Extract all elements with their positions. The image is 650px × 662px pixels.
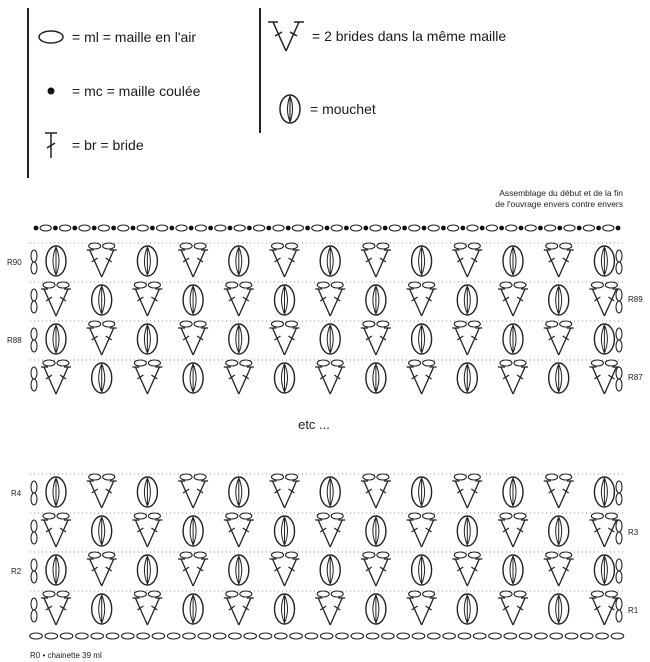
- v-stitch: [452, 321, 482, 355]
- bobble-stitch: [457, 594, 477, 624]
- v-stitch: [452, 474, 482, 508]
- etc-label: etc ...: [298, 417, 330, 432]
- bobble-stitch: [549, 363, 569, 393]
- bobble-stitch: [183, 594, 203, 624]
- v-stitch: [498, 513, 528, 547]
- chain-oval: [443, 633, 456, 639]
- assembly-note-line2: de l'ouvrage envers contre envers: [495, 199, 623, 209]
- slip-dot: [72, 226, 77, 231]
- bobble-stitch: [92, 516, 112, 546]
- edge-chain-right: [616, 367, 622, 391]
- v-stitch: [315, 513, 345, 547]
- v-stitch: [224, 591, 254, 625]
- slip-dot: [286, 226, 291, 231]
- row-label-top-left-0: R90: [7, 258, 22, 267]
- bride-icon: [36, 130, 66, 160]
- bobble-stitch: [320, 324, 340, 354]
- bobble-stitch: [457, 285, 477, 315]
- chain-oval: [76, 633, 89, 639]
- v-stitch: [315, 282, 345, 316]
- chain-oval: [305, 633, 318, 639]
- chain-oval: [397, 633, 410, 639]
- chain-oval: [195, 225, 206, 231]
- chain-oval: [603, 225, 614, 231]
- legend-mid-divider: [259, 8, 261, 133]
- chain-oval: [519, 633, 532, 639]
- chain-oval: [106, 633, 119, 639]
- chain-oval: [244, 633, 257, 639]
- bobble-stitch: [320, 477, 340, 507]
- chain-oval: [198, 633, 211, 639]
- v-stitch: [132, 282, 162, 316]
- row-label-bottom-left-0: R4: [11, 489, 22, 498]
- v-stitch: [544, 474, 574, 508]
- slip-dot: [150, 226, 155, 231]
- chain-oval: [137, 225, 148, 231]
- bobble-stitch: [92, 363, 112, 393]
- slip-dot: [402, 226, 407, 231]
- chain-oval: [275, 633, 288, 639]
- chain-oval: [389, 225, 400, 231]
- v-stitch: [41, 591, 71, 625]
- chain-oval: [176, 225, 187, 231]
- bobble-stitch: [137, 477, 157, 507]
- bobble-stitch: [92, 594, 112, 624]
- v-stitch: [132, 360, 162, 394]
- v-stitch: [544, 243, 574, 277]
- slip-dot: [266, 226, 271, 231]
- v-stitch: [589, 282, 619, 316]
- chain-oval: [473, 633, 486, 639]
- chain-oval: [366, 633, 379, 639]
- v-stitch: [41, 282, 71, 316]
- chain-oval: [525, 225, 536, 231]
- bobble-stitch: [229, 246, 249, 276]
- bobble-stitch: [229, 324, 249, 354]
- oval-chain-icon: [36, 22, 66, 52]
- legend-item-2br: [266, 18, 506, 54]
- legend-item-mc: [36, 76, 200, 106]
- v-stitch: [315, 591, 345, 625]
- chain-oval: [382, 633, 395, 639]
- assembly-note-line1: Assemblage du début et de la fin: [499, 188, 623, 198]
- chain-oval: [45, 633, 58, 639]
- row-label-top-right-0: R89: [628, 295, 643, 304]
- chain-oval: [581, 633, 594, 639]
- chain-oval: [254, 225, 265, 231]
- slip-dot: [480, 226, 485, 231]
- slip-dot: [53, 226, 58, 231]
- bobble-stitch: [229, 477, 249, 507]
- chain-oval: [351, 633, 364, 639]
- chain-oval: [157, 225, 168, 231]
- edge-chain-left: [31, 559, 37, 583]
- bobble-stitch: [320, 555, 340, 585]
- bobble-icon: [276, 92, 304, 126]
- r0-label: R0 • chainette 39 ml: [30, 651, 102, 660]
- slip-dot: [325, 226, 330, 231]
- legend-item-mouchet: [276, 92, 376, 126]
- v-stitch: [41, 360, 71, 394]
- bobble-stitch: [92, 285, 112, 315]
- bobble-stitch: [549, 285, 569, 315]
- slip-dot: [577, 226, 582, 231]
- chain-oval: [564, 225, 575, 231]
- bobble-stitch: [594, 324, 614, 354]
- bobble-stitch: [549, 594, 569, 624]
- chain-oval: [292, 225, 303, 231]
- v-stitch: [407, 591, 437, 625]
- v-stitch: [498, 591, 528, 625]
- bobble-stitch: [549, 516, 569, 546]
- chain-oval: [351, 225, 362, 231]
- v-stitch: [224, 513, 254, 547]
- v-stitch: [589, 513, 619, 547]
- chain-oval: [545, 225, 556, 231]
- bobble-stitch: [457, 516, 477, 546]
- bobble-stitch: [503, 555, 523, 585]
- v-stitch: [87, 474, 117, 508]
- chain-oval: [30, 633, 43, 639]
- chain-oval: [467, 225, 478, 231]
- chain-oval: [412, 633, 425, 639]
- slip-dot: [189, 226, 194, 231]
- legend: [0, 0, 650, 185]
- chain-oval: [60, 633, 73, 639]
- v-stitch: [224, 360, 254, 394]
- v-stitch: [224, 282, 254, 316]
- chain-oval: [259, 633, 272, 639]
- edge-chain-left: [31, 367, 37, 391]
- bobble-stitch: [275, 516, 295, 546]
- crochet-chart: [0, 180, 650, 662]
- v-stitch: [544, 321, 574, 355]
- legend-label-2br: = 2 brides dans la même maille: [312, 28, 507, 44]
- slip-dot: [34, 226, 39, 231]
- v-stitch: [407, 360, 437, 394]
- v-stitch: [589, 360, 619, 394]
- row-label-top-left-1: R88: [7, 336, 22, 345]
- v-stitch: [178, 552, 208, 586]
- chain-oval: [504, 633, 517, 639]
- chain-oval: [273, 225, 284, 231]
- legend-label-mc: = mc = maille coulée: [72, 83, 201, 99]
- chain-oval: [583, 225, 594, 231]
- slip-dot: [422, 226, 427, 231]
- bobble-stitch: [320, 246, 340, 276]
- chain-oval: [448, 225, 459, 231]
- chain-oval: [565, 633, 578, 639]
- bobble-stitch: [594, 477, 614, 507]
- chain-oval: [370, 225, 381, 231]
- v-stitch: [270, 552, 300, 586]
- slip-dot: [228, 226, 233, 231]
- row-label-top-right-1: R87: [628, 373, 643, 382]
- chain-oval: [486, 225, 497, 231]
- chain-oval: [550, 633, 563, 639]
- slip-dot: [111, 226, 116, 231]
- v-stitch: [407, 513, 437, 547]
- v-stitch: [178, 321, 208, 355]
- chain-oval: [122, 633, 135, 639]
- edge-chain-right: [616, 520, 622, 544]
- legend-left-divider: [27, 8, 29, 178]
- bobble-stitch: [366, 285, 386, 315]
- row-label-bottom-right-1: R1: [628, 606, 639, 615]
- chain-oval: [535, 633, 548, 639]
- v-stitch: [498, 360, 528, 394]
- v-stitch: [178, 474, 208, 508]
- v-stitch: [41, 513, 71, 547]
- chain-oval: [91, 633, 104, 639]
- bobble-stitch: [183, 285, 203, 315]
- chain-oval: [596, 633, 609, 639]
- slip-dot: [499, 226, 504, 231]
- chain-oval: [40, 225, 51, 231]
- slip-dot: [616, 226, 621, 231]
- legend-label-br: = br = bride: [72, 137, 144, 153]
- v-stitch: [132, 513, 162, 547]
- v-stitch: [132, 591, 162, 625]
- row-label-bottom-left-1: R2: [11, 567, 22, 576]
- slip-dot: [131, 226, 136, 231]
- v-stitch: [407, 282, 437, 316]
- chain-oval: [215, 225, 226, 231]
- bobble-stitch: [366, 516, 386, 546]
- bobble-stitch: [46, 246, 66, 276]
- v-stitch: [87, 243, 117, 277]
- legend-item-ml: [36, 22, 196, 52]
- chain-oval: [79, 225, 90, 231]
- legend-label-mouchet: = mouchet: [310, 101, 376, 117]
- bobble-stitch: [46, 324, 66, 354]
- bobble-stitch: [503, 246, 523, 276]
- legend-label-ml: = ml = maille en l'air: [72, 29, 197, 45]
- edge-chain-left: [31, 289, 37, 313]
- v-stitch-icon: [266, 18, 306, 54]
- chain-oval: [331, 225, 342, 231]
- bobble-stitch: [503, 477, 523, 507]
- v-stitch: [589, 591, 619, 625]
- slip-dot: [305, 226, 310, 231]
- chain-oval: [229, 633, 242, 639]
- slip-dot: [383, 226, 388, 231]
- chain-oval: [506, 225, 517, 231]
- v-stitch: [315, 360, 345, 394]
- slip-dot: [344, 226, 349, 231]
- slip-dot: [596, 226, 601, 231]
- bobble-stitch: [183, 363, 203, 393]
- bobble-stitch: [46, 477, 66, 507]
- v-stitch: [87, 321, 117, 355]
- chain-oval: [428, 633, 441, 639]
- chain-oval: [320, 633, 333, 639]
- chain-oval: [118, 225, 129, 231]
- slip-dot: [169, 226, 174, 231]
- chain-oval: [458, 633, 471, 639]
- v-stitch: [361, 243, 391, 277]
- bobble-stitch: [457, 363, 477, 393]
- v-stitch: [544, 552, 574, 586]
- edge-chain-left: [31, 598, 37, 622]
- chain-oval: [312, 225, 323, 231]
- edge-chain-right: [616, 289, 622, 313]
- slip-dot: [460, 226, 465, 231]
- bobble-stitch: [412, 324, 432, 354]
- slip-dot: [247, 226, 252, 231]
- v-stitch: [452, 552, 482, 586]
- bobble-stitch: [366, 363, 386, 393]
- chain-oval: [489, 633, 502, 639]
- bobble-stitch: [46, 555, 66, 585]
- chain-oval: [234, 225, 245, 231]
- bobble-stitch: [137, 555, 157, 585]
- chain-oval: [98, 225, 109, 231]
- edge-chain-right: [616, 481, 622, 505]
- edge-chain-right: [616, 598, 622, 622]
- slip-dot: [208, 226, 213, 231]
- chain-oval: [137, 633, 150, 639]
- bobble-stitch: [275, 594, 295, 624]
- bobble-stitch: [503, 324, 523, 354]
- chain-oval: [336, 633, 349, 639]
- edge-chain-left: [31, 250, 37, 274]
- bobble-stitch: [229, 555, 249, 585]
- slip-dot: [538, 226, 543, 231]
- v-stitch: [270, 474, 300, 508]
- bobble-stitch: [412, 246, 432, 276]
- row-label-bottom-right-0: R3: [628, 528, 639, 537]
- slip-dot: [441, 226, 446, 231]
- chain-oval: [213, 633, 226, 639]
- v-stitch: [361, 321, 391, 355]
- edge-chain-left: [31, 481, 37, 505]
- v-stitch: [270, 243, 300, 277]
- bobble-stitch: [412, 477, 432, 507]
- chain-oval: [60, 225, 71, 231]
- dot-slip-icon: [36, 76, 66, 106]
- chain-oval: [167, 633, 180, 639]
- v-stitch: [361, 552, 391, 586]
- bobble-stitch: [594, 555, 614, 585]
- chain-oval: [290, 633, 303, 639]
- bobble-stitch: [412, 555, 432, 585]
- chain-oval: [611, 633, 624, 639]
- bobble-stitch: [594, 246, 614, 276]
- bobble-stitch: [137, 246, 157, 276]
- v-stitch: [178, 243, 208, 277]
- edge-chain-right: [616, 250, 622, 274]
- bobble-stitch: [137, 324, 157, 354]
- bobble-stitch: [275, 363, 295, 393]
- chain-oval: [428, 225, 439, 231]
- slip-dot: [363, 226, 368, 231]
- edge-chain-right: [616, 328, 622, 352]
- v-stitch: [270, 321, 300, 355]
- v-stitch: [452, 243, 482, 277]
- edge-chain-right: [616, 559, 622, 583]
- v-stitch: [361, 474, 391, 508]
- slip-dot: [557, 226, 562, 231]
- slip-dot: [519, 226, 524, 231]
- bobble-stitch: [366, 594, 386, 624]
- v-stitch: [87, 552, 117, 586]
- edge-chain-left: [31, 520, 37, 544]
- chain-oval: [183, 633, 196, 639]
- legend-item-br: [36, 130, 144, 160]
- chain-oval: [152, 633, 165, 639]
- slip-dot: [92, 226, 97, 231]
- edge-chain-left: [31, 328, 37, 352]
- v-stitch: [498, 282, 528, 316]
- chain-oval: [409, 225, 420, 231]
- bobble-stitch: [275, 285, 295, 315]
- bobble-stitch: [183, 516, 203, 546]
